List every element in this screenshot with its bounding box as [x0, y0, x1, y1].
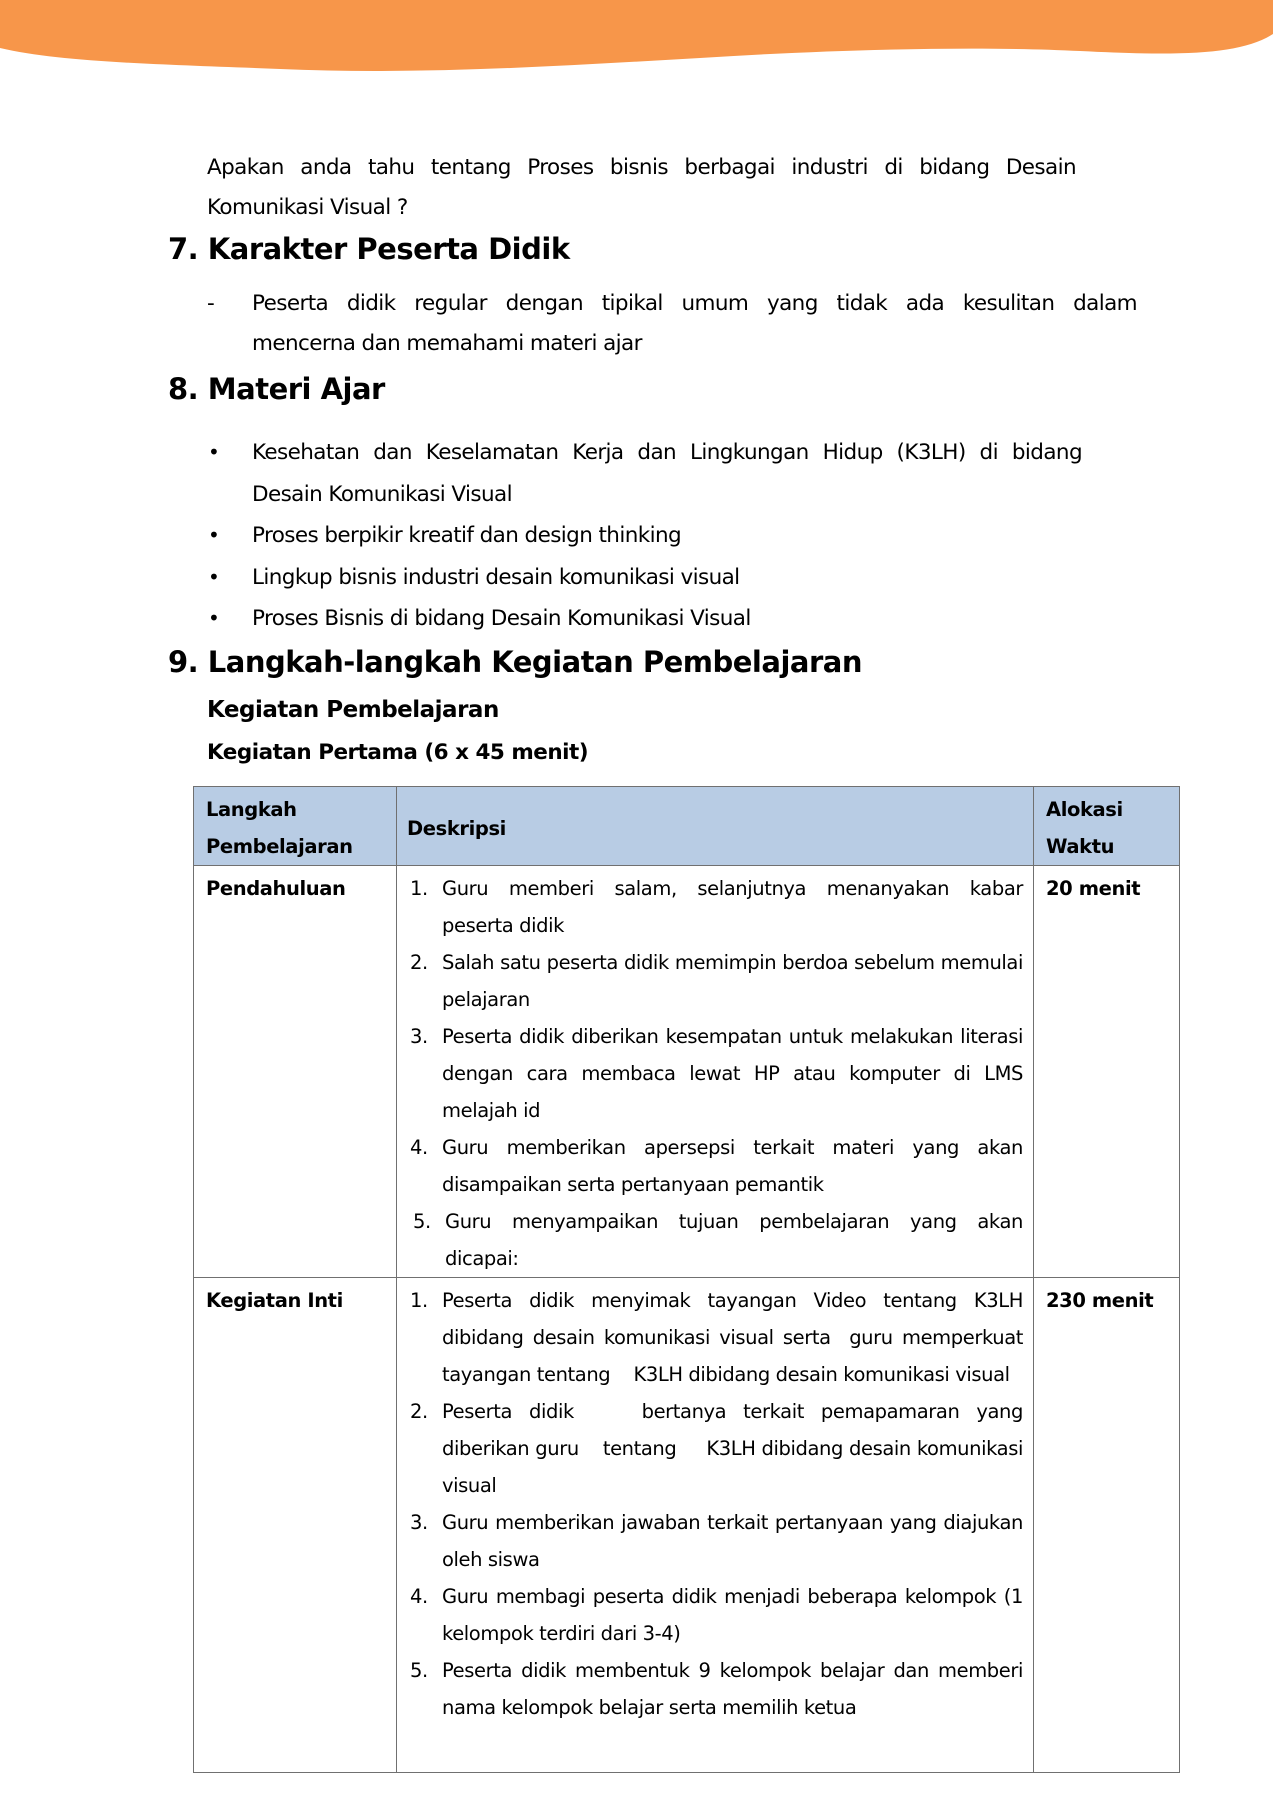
step-number: 3.	[410, 1511, 428, 1534]
bullet-icon: •	[208, 523, 220, 547]
bullet-icon: •	[208, 606, 220, 630]
intro-question	[207, 148, 1076, 228]
stage-cell: Pendahuluan	[194, 866, 397, 1278]
step-text: Guru menyampaikan tujuan pembelajaran yang akan dicapai:	[445, 1210, 1023, 1270]
section7-line1: Peserta didik regular dengan tipikal umum yang tidak ada kesulitan dalam	[252, 291, 1137, 316]
table-row	[194, 866, 1180, 1278]
steps-list	[403, 870, 1023, 1277]
bullet-icon: •	[208, 564, 220, 589]
step-text: Guru memberikan jawaban terkait pertanyaan yang diajukan oleh siswa	[442, 1511, 1023, 1571]
materi-ajar-list	[206, 432, 1086, 640]
step-number: 1.	[410, 1289, 428, 1312]
section7-heading: 7. Karakter Peserta Didik	[168, 232, 570, 266]
materi-item-text: Proses Bisnis di bidang Desain Komunikasi Visual	[252, 606, 751, 631]
session-title: Kegiatan Pertama (6 x 45 menit)	[207, 740, 589, 765]
time-allocation-cell: 20 menit	[1034, 866, 1180, 1278]
header-wave-decoration	[0, 0, 1273, 80]
bullet-icon: •	[208, 440, 220, 464]
column-header-deskripsi	[397, 787, 1034, 866]
description-cell	[397, 866, 1034, 1278]
step-item	[403, 1129, 1023, 1203]
step-text: Guru memberikan apersepsi terkait materi yang akan disampaikan serta pertanyaan pemantik	[442, 1136, 1023, 1196]
step-item	[403, 1504, 1023, 1578]
section9-heading: 9. Langkah-langkah Kegiatan Pembelajaran	[168, 645, 862, 679]
table-header-row	[194, 787, 1180, 866]
step-number: 5.	[413, 1210, 431, 1233]
step-text: Guru memberi salam, selanjutnya menanyakan kabar peserta didik	[442, 877, 1023, 937]
step-number: 1.	[410, 877, 428, 900]
table-row	[194, 1278, 1180, 1773]
section9-subheading: Kegiatan Pembelajaran	[207, 697, 499, 723]
step-item	[403, 1578, 1023, 1652]
list-item	[206, 598, 1086, 640]
step-number: 2.	[410, 951, 428, 974]
step-text: Salah satu peserta didik memimpin berdoa sebelum memulai pelajaran	[442, 951, 1023, 1011]
step-number: 4.	[410, 1585, 428, 1608]
step-text: Peserta didik diberikan kesempatan untuk melakukan literasi dengan cara membaca lewat HP atau komputer di LMS melajah id	[442, 1025, 1023, 1122]
list-item	[206, 432, 1082, 515]
step-item	[403, 1652, 1023, 1726]
list-item	[206, 515, 1086, 557]
list-item	[206, 557, 1086, 599]
materi-item-text: Proses berpikir kreatif dan design thinking	[252, 523, 682, 548]
step-text: Peserta didik bertanya terkait pemapamaran yang diberikan guru tentang K3LH dibidang desain komunikasi visual	[442, 1400, 1029, 1497]
step-text: Peserta didik membentuk 9 kelompok belajar dan memberi nama kelompok belajar serta memilih ketua	[442, 1659, 1023, 1719]
column-header-alokasi	[1034, 787, 1180, 866]
description-cell	[397, 1278, 1034, 1773]
column-header-label: Alokasi Waktu	[1046, 798, 1123, 858]
step-number: 3.	[410, 1025, 428, 1048]
learning-activities-table	[193, 786, 1180, 1773]
step-item	[403, 1282, 1029, 1393]
section8-heading: 8. Materi Ajar	[168, 372, 385, 406]
step-text: Guru membagi peserta didik menjadi beberapa kelompok (1 kelompok terdiri dari 3-4)	[442, 1585, 1023, 1645]
orange-wave-shape	[0, 0, 1273, 71]
materi-item-text: Kesehatan dan Keselamatan Kerja dan Lingkungan Hidup (K3LH) di bidang Desain Komunikasi Visual	[252, 440, 1082, 507]
step-item	[403, 870, 1023, 944]
materi-item-text: Lingkup bisnis industri desain komunikasi visual	[252, 564, 740, 590]
dash-marker: -	[207, 291, 215, 316]
intro-question-line2: Komunikasi Visual ?	[207, 195, 408, 220]
intro-question-line1: Apakan anda tahu tentang Proses bisnis berbagai industri di bidang Desain	[207, 155, 1076, 180]
step-item	[403, 1203, 1023, 1277]
step-number: 5.	[410, 1659, 428, 1682]
section7-line2: mencerna dan memahami materi ajar	[252, 331, 642, 356]
stage-cell: Kegiatan Inti	[194, 1278, 397, 1773]
step-item	[403, 1393, 1029, 1504]
column-header-label: Langkah Pembelajaran	[206, 798, 353, 858]
step-number: 4.	[410, 1136, 428, 1159]
column-header-label: Deskripsi	[407, 816, 506, 840]
column-header-langkah	[194, 787, 397, 866]
step-item	[403, 944, 1023, 1018]
step-number: 2.	[410, 1400, 428, 1423]
step-item	[403, 1018, 1023, 1129]
steps-list	[403, 1282, 1029, 1726]
step-text: Peserta didik menyimak tayangan Video tentang K3LH dibidang desain komunikasi visual serta guru memperkuat tayangan tentang K3LH dibidang desain komunikasi visual	[442, 1289, 1029, 1386]
time-allocation-cell: 230 menit	[1034, 1278, 1180, 1773]
